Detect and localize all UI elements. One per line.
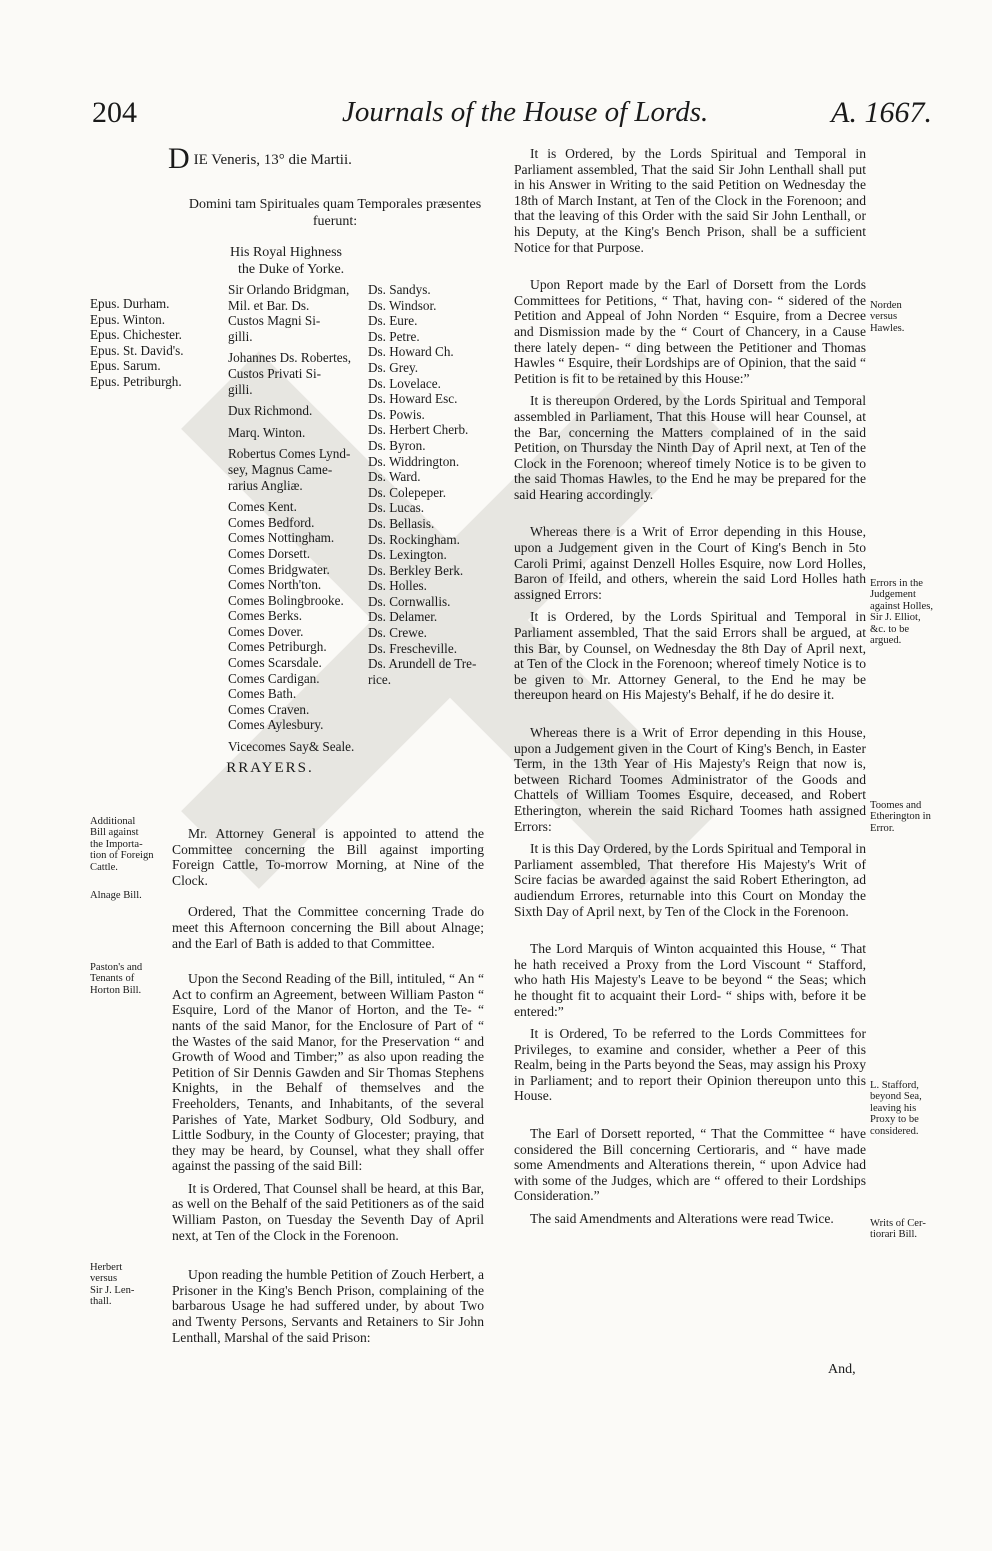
paragraph: It is thereupon Ordered, by the Lords Spiritual and Temporal assembled in Parliament, That this House will hear Counsel, at the Bar, concerning the Matters complained of in the said Petition, on Thursday the Ninth Day of April next, at Ten of the Clock in the Forenoon; whereof timely Notice is to be given to the said Thomas Hawles, to the End he may be prepared for the said Hearing accordingly. <box>514 393 866 502</box>
date-line <box>168 142 488 175</box>
margin-note-line: Writs of Cer- <box>870 1218 926 1229</box>
margin-note-line: Error. <box>870 822 895 834</box>
margin-note-line: &c. to be <box>870 623 910 635</box>
margin-note-line: Additional <box>90 816 136 827</box>
margin-note-certiorari <box>870 1218 960 1241</box>
margin-note-line: Alnage Bill. <box>90 890 142 901</box>
right-column <box>514 146 866 1234</box>
baron-entry: Ds. Widdrington. <box>368 453 460 469</box>
peer-entry: Custos Privati Si- <box>228 365 322 381</box>
paragraph: Ordered, That the Committee concerning Trade do meet this Afternoon concerning the Bill about Alnage; and the Earl of Bath is added to that Committee. <box>172 904 484 951</box>
paragraph: The Lord Marquis of Winton acquainted this House, “ That he hath received a Proxy from the Lord Viscount “ Stafford, who hath His Majesty's Leave to be beyond “ the Seas; which he thought fit to acquaint their Lord- “ ships with, before it be entered:” <box>514 941 866 1019</box>
peer-entry: Comes Craven. <box>228 701 310 717</box>
paragraph: Whereas there is a Writ of Error depending in this House, upon a Judgement given in the Court of King's Bench in 5to Caroli Primi, against Denzell Holles Esquire, now Lord Holles, Baron of Ifeild, and others, wherein the said Lord Holles hath assigned Errors: <box>514 524 866 602</box>
margin-note-line: Errors in the <box>870 578 923 589</box>
barons-list <box>368 282 496 687</box>
margin-note-herbert <box>90 1262 168 1308</box>
bishop-entry: Epus. Sarum. <box>90 358 161 374</box>
paragraph: Upon reading the humble Petition of Zouch Herbert, a Prisoner in the King's Bench Prison, complaining of the barbarous Usage he had suffered under, by about Two and Twenty Persons, Servants and Retainers to Sir John Lenthall, Marshal of the said Prison: <box>172 1267 484 1345</box>
peer-entry: Custos Magni Si- <box>228 313 321 329</box>
baron-entry: Ds. Colepeper. <box>368 484 447 500</box>
margin-note-line: Toomes and <box>870 800 922 811</box>
date-text: IE Veneris, 13° die Martii. <box>193 152 352 168</box>
margin-note-line: Cattle. <box>90 861 118 873</box>
margin-note-line: Paston's and <box>90 962 143 973</box>
peer-entry: Marq. Winton. <box>228 424 306 440</box>
margin-note-line: versus <box>870 311 898 323</box>
baron-entry: Ds. Delamer. <box>368 609 438 625</box>
baron-entry: Ds. Herbert Cherb. <box>368 422 469 438</box>
margin-note-line: versus <box>90 1273 118 1285</box>
margin-note-line: Horton Bill. <box>90 984 142 996</box>
margin-note-line: Bill against <box>90 827 139 839</box>
paragraph: The Earl of Dorsett reported, “ That the Committee “ have considered the Bill concerning Certioraris, and “ have made some Amendments and Alterations therein, “ upon Advice had with some of the Judges, which are “ offered to their Lordships Consideration.” <box>514 1126 866 1204</box>
margin-note-line: considered. <box>870 1125 919 1137</box>
baron-entry: Ds. Sandys. <box>368 282 431 297</box>
prayers-heading: RRAYERS. <box>226 760 314 776</box>
margin-note-cattle <box>90 816 168 873</box>
paragraph: The said Amendments and Alterations were read Twice. <box>530 1211 834 1227</box>
peer-entry: Comes Bridgwater. <box>228 561 330 577</box>
baron-entry: Ds. Byron. <box>368 437 426 453</box>
margin-note-line: Judgement <box>870 589 916 601</box>
page-header <box>92 96 932 136</box>
peer-entry: Comes North'ton. <box>228 577 322 593</box>
bishop-entry: Epus. Petriburgh. <box>90 373 182 389</box>
baron-entry: Ds. Berkley Berk. <box>368 562 464 578</box>
peer-entry: Comes Bolingbrooke. <box>228 592 344 608</box>
baron-entry: Ds. Petre. <box>368 328 420 344</box>
bishops-list <box>90 296 184 390</box>
margin-note-errors <box>870 578 960 646</box>
royal-list <box>230 244 344 278</box>
peer-entry: rarius Angliæ. <box>228 477 303 493</box>
margin-note-line: Sir J. Len- <box>90 1284 135 1296</box>
baron-entry: Ds. Arundell de Tre- <box>368 656 477 672</box>
peer-entry: Dux Richmond. <box>228 403 313 419</box>
margin-note-line: Herbert <box>90 1262 123 1273</box>
left-column <box>172 826 484 1352</box>
baron-entry: Ds. Windsor. <box>368 297 437 313</box>
baron-entry: Ds. Rockingham. <box>368 531 460 547</box>
baron-entry: Ds. Lucas. <box>368 500 425 516</box>
baron-entry: Ds. Lovelace. <box>368 375 441 391</box>
margin-note-line: L. Stafford, <box>870 1080 919 1091</box>
page-number: 204 <box>92 96 137 129</box>
peer-entry: Vicecomes Say& Seale. <box>228 739 355 755</box>
paragraph: Mr. Attorney General is appointed to attend the Committee concerning the Bill against importing Foreign Cattle, To-morrow Morning, at Nine of the Clock. <box>172 826 484 888</box>
margin-note-line: Norden <box>870 300 902 311</box>
peer-entry: Johannes Ds. Robertes, <box>228 350 352 366</box>
paragraph: Upon the Second Reading of the Bill, intituled, “ An “ Act to confirm an Agreement, between William Paston “ Esquire, Lord of the Manor of Horton, and the Te- “ nants of the said Manor, for the Enclosure of Part of “ the Wastes of the said Manor, for the Preservation “ and Growth of Wood and Timber;” as also upon reading the Petition of Sir Dennis Gawden and Sir Thomas Stephens Knights, in the Behalf of themselves and the Freeholders, Tenants, and Inhabitants, of the several Parishes of Yate, Market Sodbury, Old Sodbury, and Little Sodbury, in the County of Glocester; praying, that they may be heard, by Counsel, what they shall offer against the passing of the said Bill: <box>172 971 484 1174</box>
present-heading: Domini tam Spirituales quam Temporales præsentes fuerunt: <box>188 197 482 229</box>
peer-entry: Comes Berks. <box>228 608 302 624</box>
royal-line: His Royal Highness <box>230 245 342 260</box>
margin-note-line: Etherington in <box>870 811 931 823</box>
baron-entry: Ds. Crewe. <box>368 625 427 641</box>
peer-entry: gilli. <box>228 328 253 344</box>
bishop-entry: Epus. St. David's. <box>90 342 184 358</box>
peer-entry: Sir Orlando Bridgman, <box>228 282 350 297</box>
peer-entry: Comes Petriburgh. <box>228 639 327 655</box>
baron-entry: Ds. Powis. <box>368 406 425 422</box>
catchword: And, <box>828 1362 856 1377</box>
baron-entry: Ds. Cornwallis. <box>368 593 451 609</box>
page-year: A. 1667. <box>831 96 932 129</box>
margin-note-line: Tenants of <box>90 973 135 985</box>
margin-note-toomes <box>870 800 960 834</box>
peer-entry: Mil. et Bar. Ds. <box>228 297 310 313</box>
peer-entry: Comes Nottingham. <box>228 530 335 546</box>
baron-entry: rice. <box>368 671 392 687</box>
paragraph: It is Ordered, by the Lords Spiritual and Temporal in Parliament assembled, That the said Errors shall be argued, at this Bar, by Counsel, on Wednesday the 8th Day of April next, at Ten of the Clock in the Forenoon; whereof timely Notice is to be given to Mr. Attorney General, to the End he may be thereupon heard on His Majesty's Behalf, if he do desire it. <box>514 609 866 703</box>
peer-entry: Comes Aylesbury. <box>228 717 324 733</box>
margin-note-alnage <box>90 890 168 901</box>
baron-entry: Ds. Frescheville. <box>368 640 457 656</box>
bishop-entry: Epus. Durham. <box>90 296 170 311</box>
drop-cap: D <box>168 142 190 175</box>
baron-entry: Ds. Ward. <box>368 469 421 485</box>
margin-note-line: Sir J. Elliot, <box>870 612 921 624</box>
bishop-entry: Epus. Winton. <box>90 311 166 327</box>
paragraph: It is Ordered, by the Lords Spiritual and Temporal in Parliament assembled, That the said Sir John Lenthall shall put in his Answer in Writing to the said Petition on Wednesday the 18th of March Instant, at Ten of the Clock in the Forenoon; and that the leaving of this Order with the said Sir John Lenthall, or his Deputy, at the King's Bench Prison, shall be a sufficient Notice for that Purpose. <box>514 146 866 255</box>
baron-entry: Ds. Grey. <box>368 359 419 375</box>
baron-entry: Ds. Bellasis. <box>368 515 435 531</box>
peer-entry: Comes Scarsdale. <box>228 655 322 671</box>
baron-entry: Ds. Holles. <box>368 578 427 594</box>
peer-entry: sey, Magnus Came- <box>228 461 333 477</box>
margin-note-norden <box>870 300 960 334</box>
peer-entry: Robertus Comes Lynd- <box>228 446 351 462</box>
officers-list <box>228 282 368 755</box>
margin-note-line: the Importa- <box>90 838 143 850</box>
baron-entry: Ds. Howard Ch. <box>368 344 454 360</box>
peer-entry: Comes Bath. <box>228 686 297 702</box>
margin-note-line: Hawles. <box>870 322 905 334</box>
peer-entry: Comes Cardigan. <box>228 670 320 686</box>
margin-note-line: thall. <box>90 1296 112 1308</box>
peer-entry: Comes Dorsett. <box>228 545 311 561</box>
margin-note-line: against Holles, <box>870 600 933 612</box>
baron-entry: Ds. Eure. <box>368 313 418 329</box>
paragraph: It is Ordered, To be referred to the Lords Committees for Privileges, to examine and consider, whether a Peer of this Realm, being in the Parts beyond the Seas, may assign his Proxy in Parliament; and to report their Opinion thereupon unto this House. <box>514 1026 866 1104</box>
baron-entry: Ds. Lexington. <box>368 547 447 563</box>
royal-line: the Duke of Yorke. <box>238 262 345 277</box>
margin-note-line: beyond Sea, <box>870 1091 922 1103</box>
paragraph: Upon Report made by the Earl of Dorsett from the Lords Committees for Petitions, “ That, having con- “ sidered of the Petition and Appeal of John Norden “ Esquire, from a Decree and Dismission made by the “ Court of Chancery, in a Cause there lately depen- “ ding between the Petitioner and Thomas Hawles “ Esquire, their Lordships are of Opinion, that the said “ Petition is fit to be retained by this House:” <box>514 277 866 386</box>
paragraph: It is Ordered, That Counsel shall be heard, at this Bar, as well on the Behalf of the said Petitioners as of the said William Paston, on Tuesday the Seventh Day of April next, at Ten of the Clock in the Forenoon. <box>172 1180 484 1243</box>
margin-note-line: leaving his <box>870 1102 917 1114</box>
margin-note-line: argued. <box>870 635 902 647</box>
margin-note-line: tion of Foreign <box>90 850 154 862</box>
margin-note-line: Proxy to be <box>870 1114 919 1126</box>
peer-entry: Comes Dover. <box>228 623 304 639</box>
peer-entry: gilli. <box>228 381 253 397</box>
paragraph: It is this Day Ordered, by the Lords Spiritual and Temporal in Parliament assembled, That therefore His Majesty's Writ of Scire facias be awarded against the said Robert Etherington, ad audiendum Errores, returnable into this Court on Monday the Sixth Day of April next, by Ten of the Clock in the Forenoon. <box>514 841 866 919</box>
paragraph: Whereas there is a Writ of Error depending in this House, upon a Judgement given in the Court of King's Bench, in Easter Term, in the 13th Year of His Majesty's Reign that now is, between Richard Toomes Administrator of the Goods and Chattels of William Toomes Esquire, deceased, and Robert Etherington, wherein the said Richard Toomes hath assigned Errors: <box>514 725 866 834</box>
peer-entry: Comes Bedford. <box>228 514 315 530</box>
page-title: Journals of the House of Lords. <box>342 96 709 128</box>
baron-entry: Ds. Howard Esc. <box>368 391 458 407</box>
peer-entry: Comes Kent. <box>228 499 297 515</box>
margin-note-stafford <box>870 1080 960 1137</box>
bishop-entry: Epus. Chichester. <box>90 327 182 343</box>
margin-note-line: tiorari Bill. <box>870 1229 918 1241</box>
margin-note-paston <box>90 962 168 996</box>
